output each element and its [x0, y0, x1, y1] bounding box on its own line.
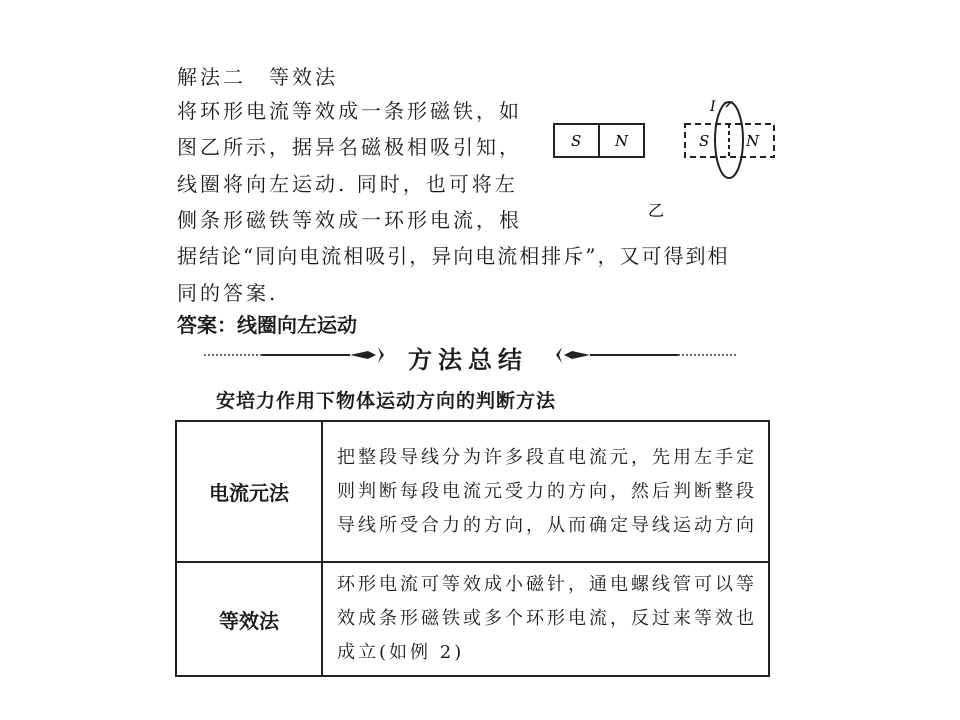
solution-heading: 解法二 等效法 [177, 65, 338, 89]
table-row [176, 562, 769, 676]
magnet-figure [545, 92, 785, 232]
magnet-solid-s: S [571, 132, 582, 150]
magnet-solid-n: N [615, 132, 629, 150]
solution-line-6: 同的答案. [177, 281, 279, 305]
summary-title: 方法总结 [408, 346, 528, 374]
summary-subtitle: 安培力作用下物体运动方向的判断方法 [216, 390, 557, 412]
magnet-dashed-s: S [699, 132, 710, 150]
solution-line-1: 将环形电流等效成一条形磁铁，如 [177, 99, 522, 123]
solution-line-5: 据结论“同向电流相吸引，异向电流相排斥”，又可得到相 [177, 244, 730, 268]
magnet-dashed-n: N [746, 132, 760, 150]
figure-caption: 乙 [648, 201, 665, 220]
table-row [176, 421, 769, 562]
solution-line-2: 图乙所示，据异名磁极相吸引知， [177, 135, 522, 159]
solution-line-4: 侧条形磁铁等效成一环形电流，根 [177, 208, 522, 232]
method-name: 等效法 [176, 562, 322, 676]
current-label: I [710, 99, 716, 115]
answer-line: 答案：线圈向左运动 [177, 313, 357, 337]
method-description: 把整段导线分为许多段直电流元，先用左手定则判断每段电流元受力的方向，然后判断整段导线所受合力的方向，从而确定导线运动方向 [322, 421, 769, 562]
solution-line-3: 线圈将向左运动. 同时，也可将左 [177, 172, 518, 196]
method-name: 电流元法 [176, 421, 322, 562]
methods-table [175, 420, 770, 677]
method-description: 环形电流可等效成小磁针，通电螺线管可以等效成条形磁铁或多个环形电流，反过来等效也成立(如例 2) [322, 562, 769, 676]
